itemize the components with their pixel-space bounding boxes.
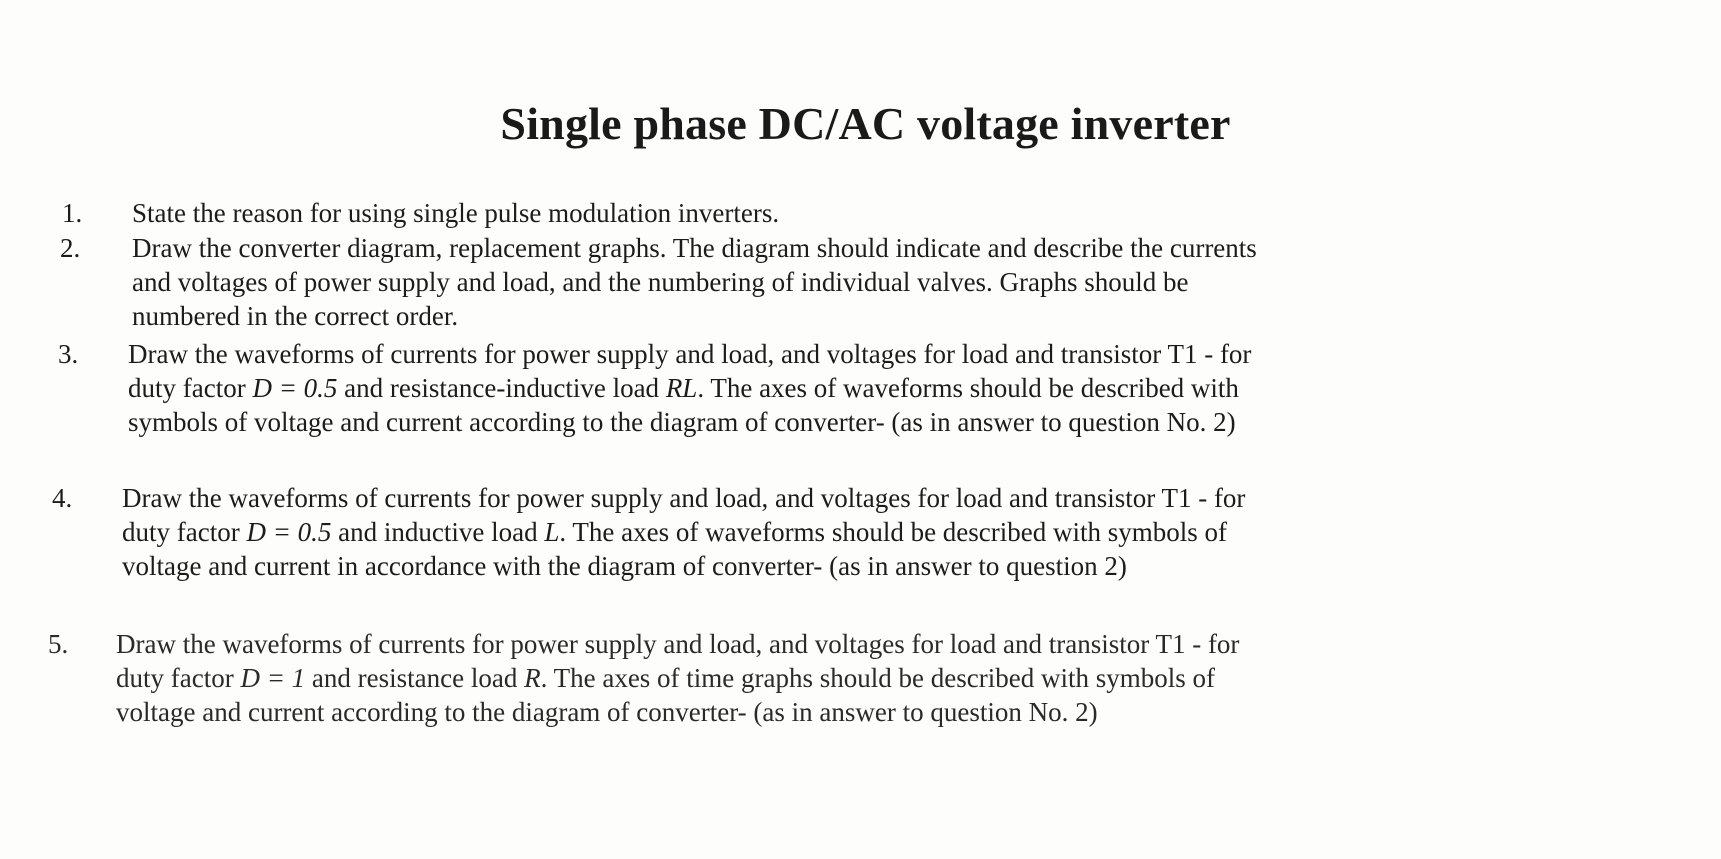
load-symbol: RL xyxy=(665,373,698,403)
question-line xyxy=(128,371,1251,405)
question-line xyxy=(116,661,1239,695)
text-run: duty factor xyxy=(116,663,241,693)
text-run: Draw the waveforms of currents for power supply and load, and voltages for load and transistor T1 - for xyxy=(116,629,1240,659)
text-run: duty factor xyxy=(122,517,247,547)
load-symbol: L xyxy=(544,517,560,547)
text-run: . The axes of time graphs should be described with symbols of xyxy=(540,663,1215,693)
text-run: and resistance-inductive load xyxy=(337,373,666,403)
question-line xyxy=(116,695,1239,729)
text-run: voltage and current according to the diagram of converter- (as in answer to question No. 2) xyxy=(116,697,1098,727)
page-title: Single phase DC/AC voltage inverter xyxy=(500,98,1231,149)
duty-factor-value: D = 0.5 xyxy=(246,517,332,547)
text-run: and resistance load xyxy=(305,663,525,693)
text-run: . The axes of waveforms should be described with xyxy=(697,373,1239,403)
question-line: Draw the converter diagram, replacement graphs. The diagram should indicate and describe the currents xyxy=(132,233,1257,263)
text-run: Draw the waveforms of currents for power supply and load, and voltages for load and transistor T1 - for xyxy=(128,339,1252,369)
text-run: symbols of voltage and current according to the diagram of converter- (as in answer to question No. 2) xyxy=(128,407,1236,437)
question-line xyxy=(122,549,1245,583)
question-text xyxy=(116,627,1239,729)
question-number: 2. xyxy=(60,233,81,263)
question-line xyxy=(122,515,1245,549)
question-number: 5. xyxy=(48,629,69,659)
question-line xyxy=(122,481,1245,515)
text-run: and inductive load xyxy=(331,517,545,547)
question-text xyxy=(132,196,779,230)
question-line xyxy=(116,627,1239,661)
duty-factor-value: D = 1 xyxy=(240,663,306,693)
load-symbol: R xyxy=(524,663,541,693)
text-run: Draw the waveforms of currents for power supply and load, and voltages for load and transistor T1 - for xyxy=(122,483,1246,513)
text-run: . The axes of waveforms should be described with symbols of xyxy=(559,517,1228,547)
question-line: State the reason for using single pulse modulation inverters. xyxy=(132,198,780,228)
text-run: voltage and current in accordance with the diagram of converter- (as in answer to question 2) xyxy=(122,551,1127,581)
text-run: duty factor xyxy=(128,373,253,403)
question-number: 3. xyxy=(58,339,79,369)
duty-factor-value: D = 0.5 xyxy=(252,373,338,403)
question-number: 1. xyxy=(62,198,83,228)
question-line: and voltages of power supply and load, and the numbering of individual valves. Graphs should be xyxy=(132,267,1189,297)
question-number: 4. xyxy=(52,483,73,513)
question-text xyxy=(128,337,1251,439)
question-line: numbered in the correct order. xyxy=(132,301,459,331)
question-text xyxy=(122,481,1245,583)
question-line xyxy=(128,337,1251,371)
question-text xyxy=(132,231,1257,333)
question-line xyxy=(128,405,1251,439)
